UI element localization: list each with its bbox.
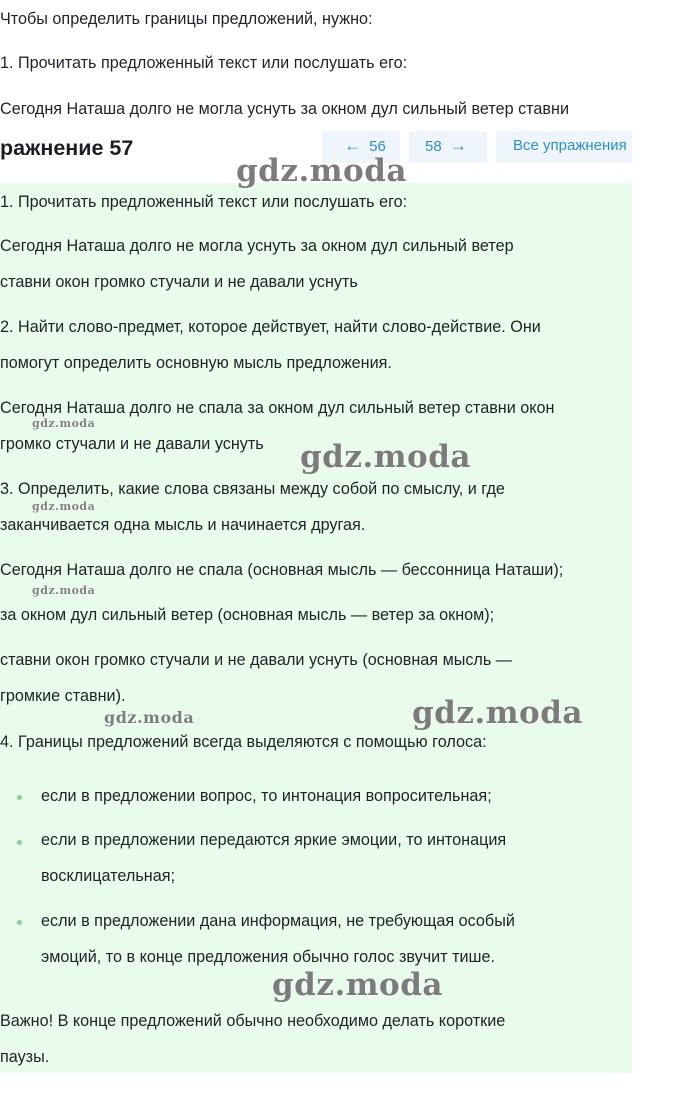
prev-exercise-label: 56 xyxy=(369,138,386,155)
important-note: паузы. xyxy=(0,1048,50,1066)
bullet-item-text: если в предложении вопрос, то интонация вопросительная; xyxy=(41,787,492,805)
answer-line: Сегодня Наташа долго не спала за окном дул сильный ветер ставни окон xyxy=(0,399,555,417)
intro-text: Чтобы определить границы предложений, нужно: xyxy=(0,10,373,28)
arrow-right-icon: → xyxy=(449,136,467,155)
example-sentence: Сегодня Наташа долго не могла уснуть за окном дул сильный ветер ставни xyxy=(0,100,569,118)
answer-line: Сегодня Наташа долго не спала (основная мысль — бессонница Наташи); xyxy=(0,561,564,579)
answer-line: заканчивается одна мысль и начинается другая. xyxy=(0,516,366,534)
bullet-item-text: эмоций, то в конце предложения обычно голос звучит тише. xyxy=(41,948,496,966)
next-exercise-button[interactable] xyxy=(409,131,487,163)
watermark-logo: gdz.moda xyxy=(300,439,471,475)
arrow-left-icon: ← xyxy=(344,136,361,155)
all-exercises-button[interactable] xyxy=(496,131,632,163)
answer-line: Сегодня Наташа долго не могла уснуть за окном дул сильный ветер xyxy=(0,237,514,255)
next-exercise-label: 58 xyxy=(425,138,442,155)
bullet-dot xyxy=(17,920,22,925)
answer-line: помогут определить основную мысль предложения. xyxy=(0,354,392,372)
answer-line: ставни окон громко стучали и не давали уснуть (основная мысль — xyxy=(0,651,512,669)
bullet-dot xyxy=(17,795,22,800)
all-exercises-label: Все упражнения xyxy=(513,137,627,154)
answer-line: громко стучали и не давали уснуть xyxy=(0,435,264,453)
bullet-dot xyxy=(17,840,22,845)
exercise-title: ражнение 57 xyxy=(0,136,134,160)
bullet-item-text: если в предложении дана информация, не требующая особый xyxy=(41,912,515,930)
watermark-logo: gdz.moda xyxy=(32,417,96,430)
bullet-item-text: если в предложении передаются яркие эмоции, то интонация xyxy=(41,831,507,849)
watermark-logo: gdz.moda xyxy=(104,708,195,727)
bullet-item-text: восклицательная; xyxy=(41,867,175,885)
watermark-logo: gdz.moda xyxy=(412,695,583,731)
step-one-text: 1. Прочитать предложенный текст или послушать его: xyxy=(0,54,408,72)
answer-line: громкие ставни). xyxy=(0,687,126,705)
important-note: Важно! В конце предложений обычно необходимо делать короткие xyxy=(0,1012,506,1030)
prev-exercise-button[interactable] xyxy=(322,131,400,163)
answer-line: ставни окон громко стучали и не давали уснуть xyxy=(0,273,358,291)
watermark-logo: gdz.moda xyxy=(32,584,96,597)
answer-line: за окном дул сильный ветер (основная мысль — ветер за окном); xyxy=(0,606,495,624)
answer-line: 2. Найти слово-предмет, которое действует, найти слово-действие. Они xyxy=(0,318,541,336)
answer-line: 1. Прочитать предложенный текст или послушать его: xyxy=(0,193,408,211)
watermark-logo: gdz.moda xyxy=(32,500,96,513)
watermark-logo: gdz.moda xyxy=(236,153,407,189)
answer-line: 4. Границы предложений всегда выделяются с помощью голоса: xyxy=(0,733,487,751)
answer-line: 3. Определить, какие слова связаны между собой по смыслу, и где xyxy=(0,480,505,498)
watermark-logo: gdz.moda xyxy=(272,967,443,1003)
